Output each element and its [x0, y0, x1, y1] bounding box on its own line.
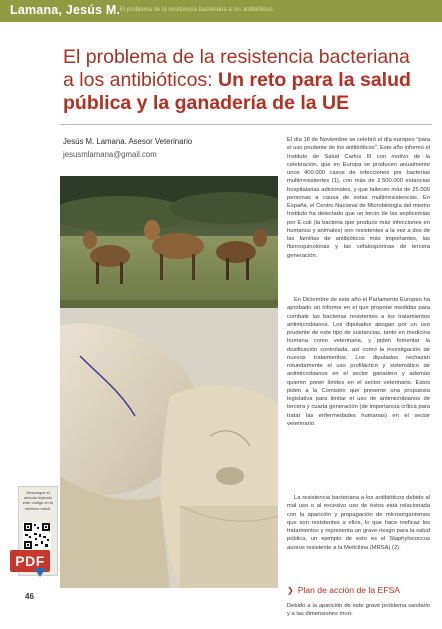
- byline-email[interactable]: jesusmlamana@gmail.com: [63, 150, 157, 159]
- qr-code-icon[interactable]: [23, 522, 51, 550]
- header-author: Lamana, Jesús M.: [10, 3, 121, 17]
- header-subtitle: El problema de la resistencia bacteriana a los antibióticos: [120, 7, 273, 13]
- article-paragraph: El día 18 de Noviembre se celebró el día europeo "para el uso prudente de los antibióticos". Este año informó el Instituto de Salud Carlos III con motivo de la celebración, que en Europa se producen anualmente unos 400.000 casos de infecciones por bacterias multirresistentes (1), con más de 2.500.000 estancias hospitalarias adicionales, y que fallecen más de 25.000 personas a causa de estas multirresistencias. En España, el Centro Nacional de Microbiología del mismo Instituto ha detectado que un tercio de las septicemias por E.coli (la bacteria que produce más infecciones en humanos y animales) son resistentes a la vez a dos de las familias de antibióticos más importantes, las fluoroquinolonas y las cefalosporinas de tercera generación.: [287, 137, 430, 259]
- article-title-main: El problema de la resistencia bacteriana a los antibióticos:: [63, 46, 410, 91]
- article-title-highlight: Un reto para la salud pública y la ganadería de la UE: [63, 69, 411, 114]
- section-heading: [287, 585, 400, 595]
- byline-author: Jesús M. Lamana. Asesor Veterinario: [63, 137, 193, 146]
- article-paragraph: Debido a la aparición de este grave problema sanitario y a las dimensiones mun-: [287, 603, 430, 618]
- article-title: [63, 46, 423, 115]
- goats-cattle-photo: [60, 176, 278, 588]
- header-bar: [0, 0, 442, 22]
- article-paragraph: La resistencia bacteriana a los antibióticos debido al mal uso o al excesivo uso de éstos está relacionada con la aparición y propagación de microorganismos que son resistentes a ellos, lo que hace ineficaz los tratamientos y representa un grave riesgo para la salud pública, un ejemplo de esto es el Staphylococcus aureus resistente a la Meticilina (MRSA) (2).: [287, 495, 430, 551]
- download-arrow-icon: [34, 568, 46, 577]
- pdf-download-button[interactable]: PDF: [10, 550, 50, 572]
- section-bullet-icon: ❯: [287, 586, 294, 595]
- page-number: 46: [25, 592, 34, 601]
- article-paragraph: En Diciembre de este año el Parlamento Europeo ha aprobado un informe en el que propone medidas para combatir las bacterias resistentes a los tratamientos antimicrobianos. Los diputados abogan por un uso prudente de este tipo de sustancias, tanto en medicina humana como veterinaria, y piden fomentar la dosificación controlada, así como la investigación de nuevos tratamientos. Los diputados rechazan rotundamente el uso profiláctico y sistemático de antimicrobianos en el sector ganadero y además quieren poner límites en el sector veterinario. Estos piden a la Comisión que presente una propuesta legislativa para limitar el uso de antimicrobianos de tercera y cuarta generación (de importancia crítica para tratar las enfermedades humanas) en el sector veterinario.: [287, 297, 430, 427]
- qr-instructions: Descargue el artículo leyendo este código en tu teléfono móvil.: [22, 490, 54, 511]
- title-divider: [60, 124, 432, 125]
- section-heading-label: Plan de acción de la EFSA: [297, 585, 400, 595]
